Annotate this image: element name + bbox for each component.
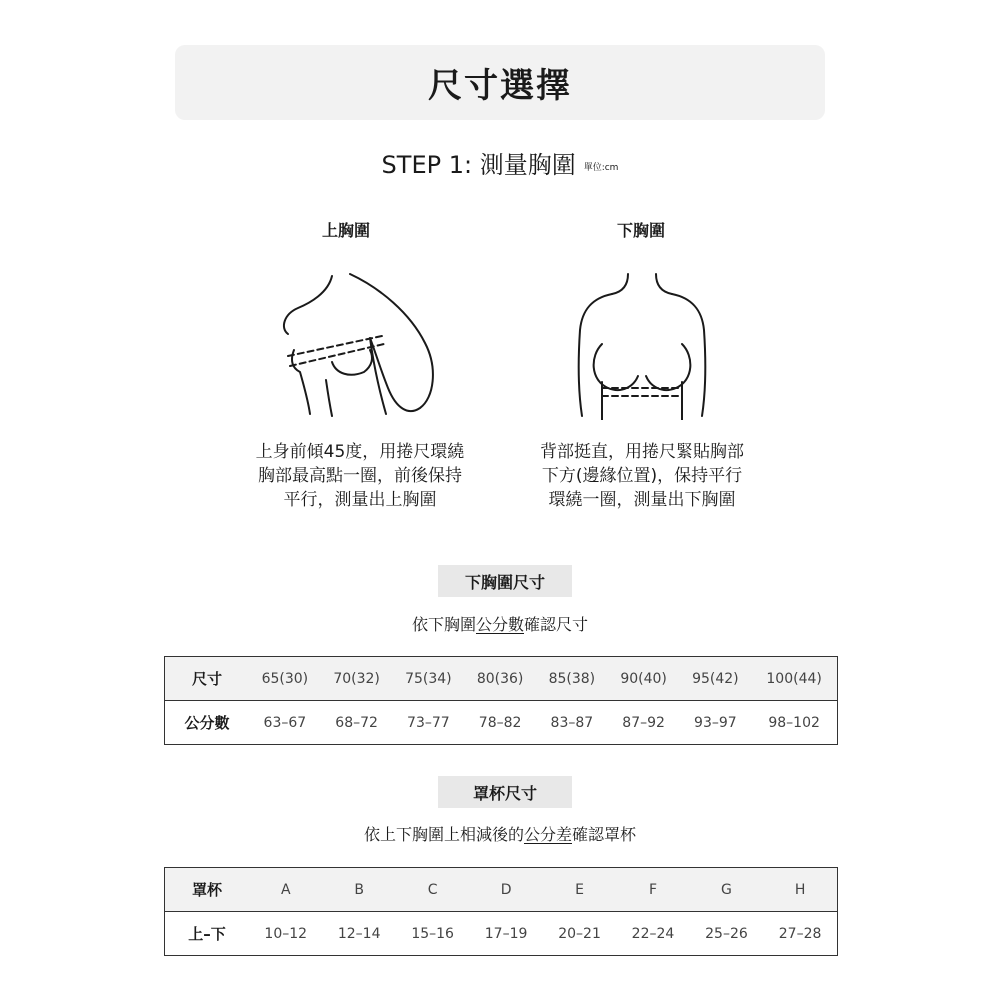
upper-bust-title: 上胸圍	[321, 221, 370, 240]
table-cell: 83–87	[550, 714, 594, 731]
underbust-section-label: 下胸圍尺寸	[438, 565, 572, 597]
row-header: 公分數	[184, 714, 230, 732]
table-row	[165, 701, 838, 745]
table-cell: 85(38)	[548, 670, 596, 687]
step-label: STEP 1: 測量胸圍	[381, 151, 576, 179]
table-cell: 65(30)	[261, 670, 309, 687]
table-cell: H	[794, 881, 806, 898]
table-cell: 70(32)	[333, 670, 380, 687]
lower-line-3: 環繞一圈，測量出下胸圍	[548, 490, 736, 510]
table-cell: 73–77	[407, 714, 450, 731]
table-cell: C	[427, 881, 438, 898]
table-cell: 80(36)	[476, 670, 524, 687]
upper-bust-instructions	[210, 440, 510, 512]
upper-bust-illustration	[270, 268, 440, 420]
upper-line-1: 上身前傾45度，用捲尺環繞	[255, 442, 465, 462]
table-cell: 22–24	[631, 925, 675, 942]
table-cell: 63–67	[263, 714, 307, 731]
cup-desc-pre: 依上下胸圍上相減後的	[363, 825, 524, 844]
table-cell: 27–28	[778, 925, 822, 942]
upper-line-2: 胸部最高點一圈，前後保持	[258, 466, 462, 486]
cup-desc-post: 確認罩杯	[572, 825, 637, 844]
cup-section-desc	[0, 822, 1000, 845]
cup-desc-emphasis: 公分差	[523, 825, 572, 844]
step-heading	[0, 145, 1000, 180]
table-cell: 17–19	[484, 925, 528, 942]
table-cell: A	[280, 881, 291, 898]
table-cell: G	[721, 881, 732, 898]
table-cell: 68–72	[335, 714, 378, 731]
lower-line-2: 下方(邊緣位置)，保持平行	[541, 466, 743, 486]
table-cell: 12–14	[337, 925, 381, 942]
title-banner	[175, 45, 825, 120]
table-cell: B	[354, 881, 364, 898]
row-header: 尺寸	[191, 670, 222, 688]
upper-line-3: 平行，測量出上胸圍	[283, 490, 437, 510]
table-cell: 10–12	[264, 925, 308, 942]
table-cell: 100(44)	[766, 670, 822, 687]
table-cell: F	[648, 881, 658, 898]
row-header: 罩杯	[191, 881, 222, 899]
unit-label: 單位:cm	[583, 162, 619, 173]
table-cell: 15–16	[411, 925, 454, 942]
table-cell: E	[575, 881, 584, 898]
table-cell: 87–92	[622, 714, 665, 731]
under-bust-illustration	[572, 270, 712, 420]
table-cell: 93–97	[694, 714, 737, 731]
underbust-desc-post: 確認尺寸	[524, 615, 589, 634]
cup-size-table	[164, 867, 838, 956]
table-cell: 75(34)	[405, 670, 452, 687]
table-cell: 20–21	[558, 925, 601, 942]
underbust-size-table	[164, 656, 838, 745]
table-cell: 90(40)	[620, 670, 667, 687]
under-bust-title: 下胸圍	[616, 221, 665, 240]
table-cell: D	[500, 881, 512, 898]
under-bust-instructions	[492, 440, 792, 512]
table-cell: 98–102	[768, 714, 820, 731]
page-title: 尺寸選擇	[428, 66, 572, 106]
row-header: 上–下	[188, 925, 226, 943]
table-cell: 25–26	[705, 925, 748, 942]
cup-section-label: 罩杯尺寸	[438, 776, 572, 808]
table-cell: 78–82	[478, 714, 522, 731]
table-row	[165, 657, 838, 701]
underbust-section-desc	[0, 612, 1000, 635]
underbust-desc-pre: 依下胸圍	[411, 615, 476, 634]
underbust-desc-emphasis: 公分數	[475, 615, 524, 634]
table-cell: 95(42)	[692, 670, 739, 687]
table-row	[165, 868, 838, 912]
lower-line-1: 背部挺直，用捲尺緊貼胸部	[540, 442, 744, 462]
table-row	[165, 912, 838, 956]
